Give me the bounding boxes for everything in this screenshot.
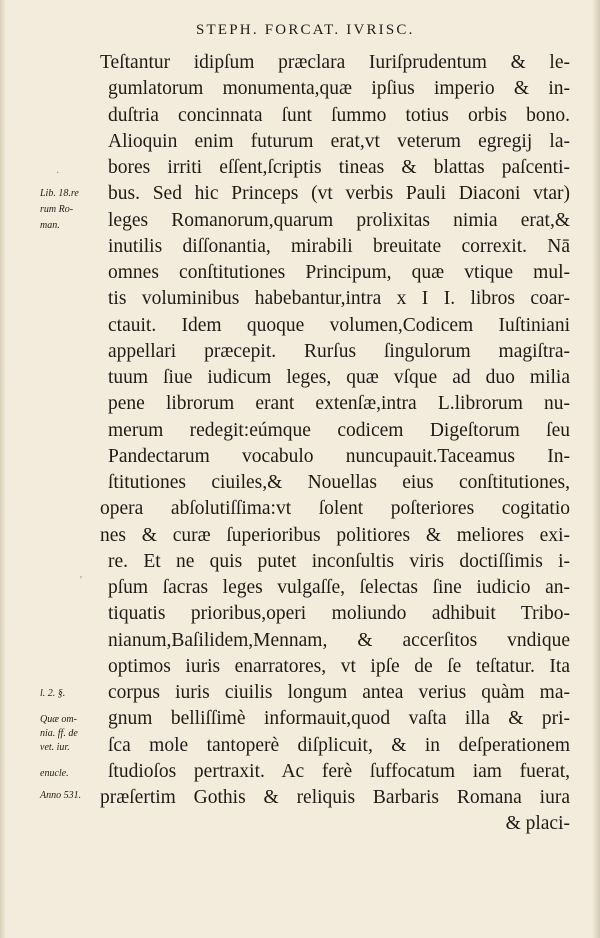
- text-line: bores irriti eſſent,ſcriptis tineas & blattas paſcenti-: [108, 157, 570, 178]
- text-line: ctauit. Idem quoque volumen,Codicem Iuſtiniani: [108, 314, 570, 336]
- margin-note: l. 2. §.: [40, 688, 66, 699]
- text-line: ſtudioſos pertraxit. Ac ferè ſuffocatum iam fuerat,: [108, 760, 570, 782]
- text-line: omnes conſtitutiones Principum, quæ vtique mul-: [108, 262, 570, 283]
- text-line: ſca mole tantoperè diſplicuit, & in deſperationem: [108, 734, 570, 756]
- stray-ink-mark: ʹ: [80, 575, 83, 586]
- text-line: appellari præcepit. Rurſus ſingulorum magiſtra-: [108, 340, 570, 362]
- text-line: duſtria concinnata ſunt ſummo totius orbis bono.: [108, 104, 570, 126]
- margin-note: enucle.: [40, 768, 69, 779]
- text-line: tis voluminibus habebantur,intra x I I. libros coar-: [108, 288, 570, 310]
- text-line: optimos iuris enarratores, vt ipſe de ſe teſtatur. Ita: [108, 655, 570, 677]
- text-line: re. Et ne quis putet inconſultis viris doctiſſimis i-: [108, 550, 570, 572]
- page-edge-left: [0, 0, 6, 938]
- text-line: bus. Sed hic Princeps (vt verbis Pauli Diaconi vtar): [108, 183, 570, 205]
- text-line: leges Romanorum,quarum prolixitas nimia erat,&: [108, 209, 570, 231]
- text-line: inutilis diſſonantia, mirabili breuitate correxit. Nā: [108, 235, 570, 257]
- text-line: ſtitutiones ciuiles,& Nouellas eius conſtitutiones,: [108, 472, 570, 493]
- text-line: tiquatis prioribus,operi moliundo adhibuit Tribo-: [108, 603, 570, 625]
- text-line: pene librorum erant extenſæ,intra L.librorum nu-: [108, 393, 570, 415]
- text-line: tuum ſiue iudicum leges, quæ vſque ad duo milia: [108, 367, 570, 388]
- margin-note: man.: [40, 220, 60, 231]
- text-line: Alioquin enim futurum erat,vt veterum egregij la-: [108, 130, 570, 152]
- text-line: merum redegit:eúmque codicem Digeſtorum ſeu: [108, 419, 570, 441]
- margin-note: vet. iur.: [40, 742, 70, 753]
- margin-note: Anno 531.: [40, 790, 82, 801]
- margin-note: Lib. 18.re: [40, 188, 79, 199]
- text-line: nianum,Baſilidem,Mennam, & accerſitos vndique: [108, 629, 570, 651]
- text-line: Teſtantur idipſum præclara Iuriſprudentum & le-: [100, 52, 570, 73]
- text-line: pſum ſacras leges vulgaſſe, ſelectas ſine iudicio an-: [108, 577, 570, 598]
- text-line: corpus iuris ciuilis longum antea verius quàm ma-: [108, 682, 570, 703]
- margin-note: nia. ff. de: [40, 728, 78, 739]
- text-line: gumlatorum monumenta,quæ ipſius imperio & in-: [108, 78, 570, 100]
- margin-note: Quæ om-: [40, 714, 77, 725]
- text-line: præſertim Gothis & reliquis Barbaris Romana iura: [100, 787, 570, 808]
- text-line: gnum belliſſimè informauit,quod vaſta illa & pri-: [108, 708, 570, 730]
- stray-ink-mark: ·: [56, 168, 60, 179]
- catchword: & placi-: [505, 813, 570, 835]
- text-line: nes & curæ ſuperioribus politiores & meliores exi-: [100, 524, 570, 546]
- running-head: STEPH. FORCAT. IVRISC.: [196, 22, 415, 38]
- margin-note: rum Ro-: [40, 204, 74, 215]
- page-edge-right: [592, 0, 600, 938]
- text-line: Pandectarum vocabulo nuncupauit.Taceamus In-: [108, 445, 570, 467]
- text-line: opera abſolutiſſima:vt ſolent poſteriores cogitatio: [100, 498, 570, 520]
- body-text: [100, 50, 570, 838]
